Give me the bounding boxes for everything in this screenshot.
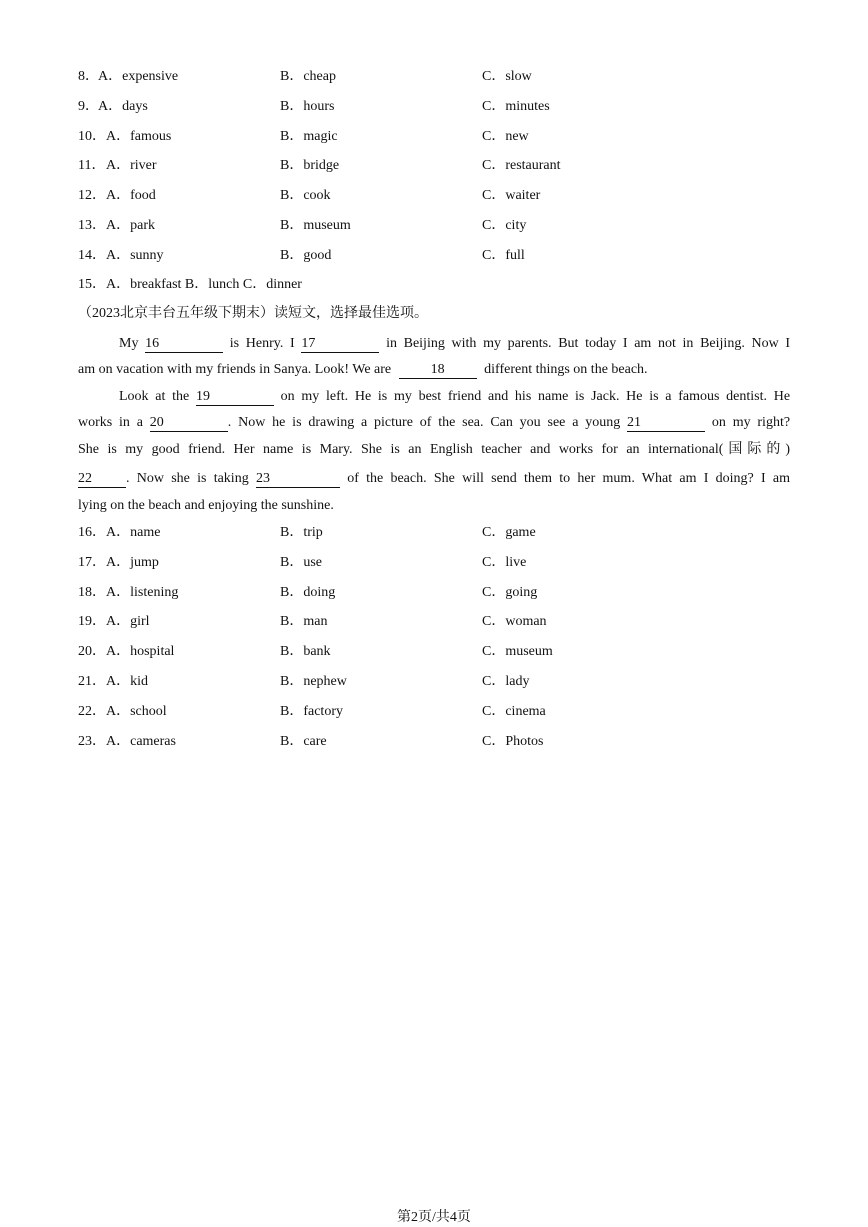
option-c: C．lady xyxy=(482,674,530,689)
option-c: C．minutes xyxy=(482,98,550,114)
option-b: B．magic xyxy=(280,128,338,144)
passage-text: am on vacation with my friends in Sanya. Look! We are xyxy=(78,362,392,377)
option-b: B．doing xyxy=(280,584,336,600)
blank-20: 20 xyxy=(150,415,228,432)
option-a: A．food xyxy=(106,188,156,204)
question-15-text: 15．A．breakfast B．lunch C．dinner xyxy=(78,277,302,292)
option-a: A．river xyxy=(106,158,157,174)
option-b: B．factory xyxy=(280,703,343,719)
section-header: （2023北京丰台五年级下期末）读短文，选择最佳选项。 xyxy=(78,306,428,321)
question-row xyxy=(78,672,790,692)
passage-text: different things on the beach. xyxy=(484,362,648,377)
passage-text: My xyxy=(119,336,139,351)
question-number: 23． xyxy=(78,733,106,749)
blank-19: 19 xyxy=(196,389,274,406)
option-a: A．famous xyxy=(106,128,172,144)
question-row xyxy=(78,732,790,752)
passage-text: on my right? xyxy=(711,415,791,430)
blank-21: 21 xyxy=(627,415,705,432)
option-b: B．nephew xyxy=(280,674,347,689)
passage-line-5 xyxy=(78,440,790,460)
option-b: B．hours xyxy=(280,98,335,114)
option-a: A．hospital xyxy=(106,644,175,660)
option-c: C．city xyxy=(482,218,527,233)
option-a: A．sunny xyxy=(106,247,164,263)
option-c: C．slow xyxy=(482,69,532,84)
option-c: C．cinema xyxy=(482,703,546,719)
question-row xyxy=(78,97,790,117)
passage-text: She is my good friend. Her name is Mary. She is an English teacher and works for an international(国际的) xyxy=(78,442,790,457)
option-b: B．museum xyxy=(280,218,351,233)
question-row xyxy=(78,553,790,573)
passage-text: is Henry. I xyxy=(229,336,295,351)
question-row xyxy=(78,216,790,236)
option-a: A．park xyxy=(106,218,155,233)
question-number: 9． xyxy=(78,98,99,114)
option-b: B．bank xyxy=(280,644,331,660)
option-c: C．live xyxy=(482,554,527,570)
question-number: 10． xyxy=(78,128,106,144)
question-row xyxy=(78,186,790,206)
question-row xyxy=(78,127,790,147)
question-number: 22． xyxy=(78,703,106,719)
question-number: 19． xyxy=(78,614,106,630)
question-row xyxy=(78,642,790,662)
question-row xyxy=(78,67,790,87)
passage-text: on my left. He is my best friend and his name is Jack. He is a famous dentist. He xyxy=(280,389,791,404)
question-number: 21． xyxy=(78,674,106,689)
option-a: A．girl xyxy=(106,614,150,630)
option-a: A．kid xyxy=(106,674,148,689)
question-15 xyxy=(78,275,790,295)
question-number: 11． xyxy=(78,158,106,174)
option-a: A．expensive xyxy=(98,69,179,84)
blank-17: 17 xyxy=(301,336,379,353)
blank-16: 16 xyxy=(145,336,223,353)
option-b: B．cheap xyxy=(280,69,336,84)
option-c: C．restaurant xyxy=(482,158,561,174)
question-number: 13． xyxy=(78,218,106,233)
passage-text: Look at the xyxy=(119,389,190,404)
passage-text: of the beach. She will send them to her mum. What am I doing? I am xyxy=(347,471,790,486)
question-row xyxy=(78,612,790,632)
question-row xyxy=(78,583,790,603)
question-number: 16． xyxy=(78,525,106,540)
question-row xyxy=(78,246,790,266)
option-c: C．going xyxy=(482,584,538,600)
option-b: B．trip xyxy=(280,525,323,540)
option-c: C．museum xyxy=(482,644,553,660)
passage-line-7 xyxy=(78,496,790,516)
option-c: C．waiter xyxy=(482,188,541,204)
option-b: B．use xyxy=(280,554,322,570)
question-number: 14． xyxy=(78,247,106,263)
option-b: B．bridge xyxy=(280,158,340,174)
option-a: A．listening xyxy=(106,584,179,600)
blank-23: 23 xyxy=(256,471,340,488)
option-a: A．name xyxy=(106,525,161,540)
passage-line-2 xyxy=(78,360,790,380)
option-a: A．school xyxy=(106,703,167,719)
question-row xyxy=(78,156,790,176)
option-b: B．man xyxy=(280,614,328,630)
option-a: A．days xyxy=(98,98,148,114)
question-row xyxy=(78,702,790,722)
option-c: C．Photos xyxy=(482,733,544,749)
passage-line-3 xyxy=(78,387,790,407)
question-number: 8． xyxy=(78,69,99,84)
option-c: C．game xyxy=(482,525,536,540)
question-number: 17． xyxy=(78,554,106,570)
option-b: B．care xyxy=(280,733,327,749)
option-b: B．good xyxy=(280,247,332,263)
passage-text: in Beijing with my parents. But today I am not in Beijing. Now I xyxy=(386,336,791,351)
question-number: 12． xyxy=(78,188,106,204)
option-c: C．full xyxy=(482,247,525,263)
question-number: 18． xyxy=(78,584,106,600)
question-number: 20． xyxy=(78,644,106,660)
passage-text: lying on the beach and enjoying the sunshine. xyxy=(78,498,334,513)
passage-line-6 xyxy=(78,469,790,489)
blank-18: 18 xyxy=(399,362,477,379)
page-footer: 第2页/共4页 xyxy=(397,1210,471,1225)
question-row xyxy=(78,523,790,543)
passage-text: . Now she is taking xyxy=(126,471,249,486)
passage-line-1 xyxy=(78,334,790,354)
option-a: A．cameras xyxy=(106,733,176,749)
passage-text: works in a xyxy=(78,415,143,430)
passage-text: . Now he is drawing a picture of the sea. Can you see a young xyxy=(227,415,621,430)
blank-22: 22 xyxy=(78,471,126,488)
passage-line-4 xyxy=(78,413,790,433)
option-c: C．woman xyxy=(482,614,547,630)
option-c: C．new xyxy=(482,128,529,144)
option-a: A．jump xyxy=(106,554,159,570)
option-b: B．cook xyxy=(280,188,331,204)
